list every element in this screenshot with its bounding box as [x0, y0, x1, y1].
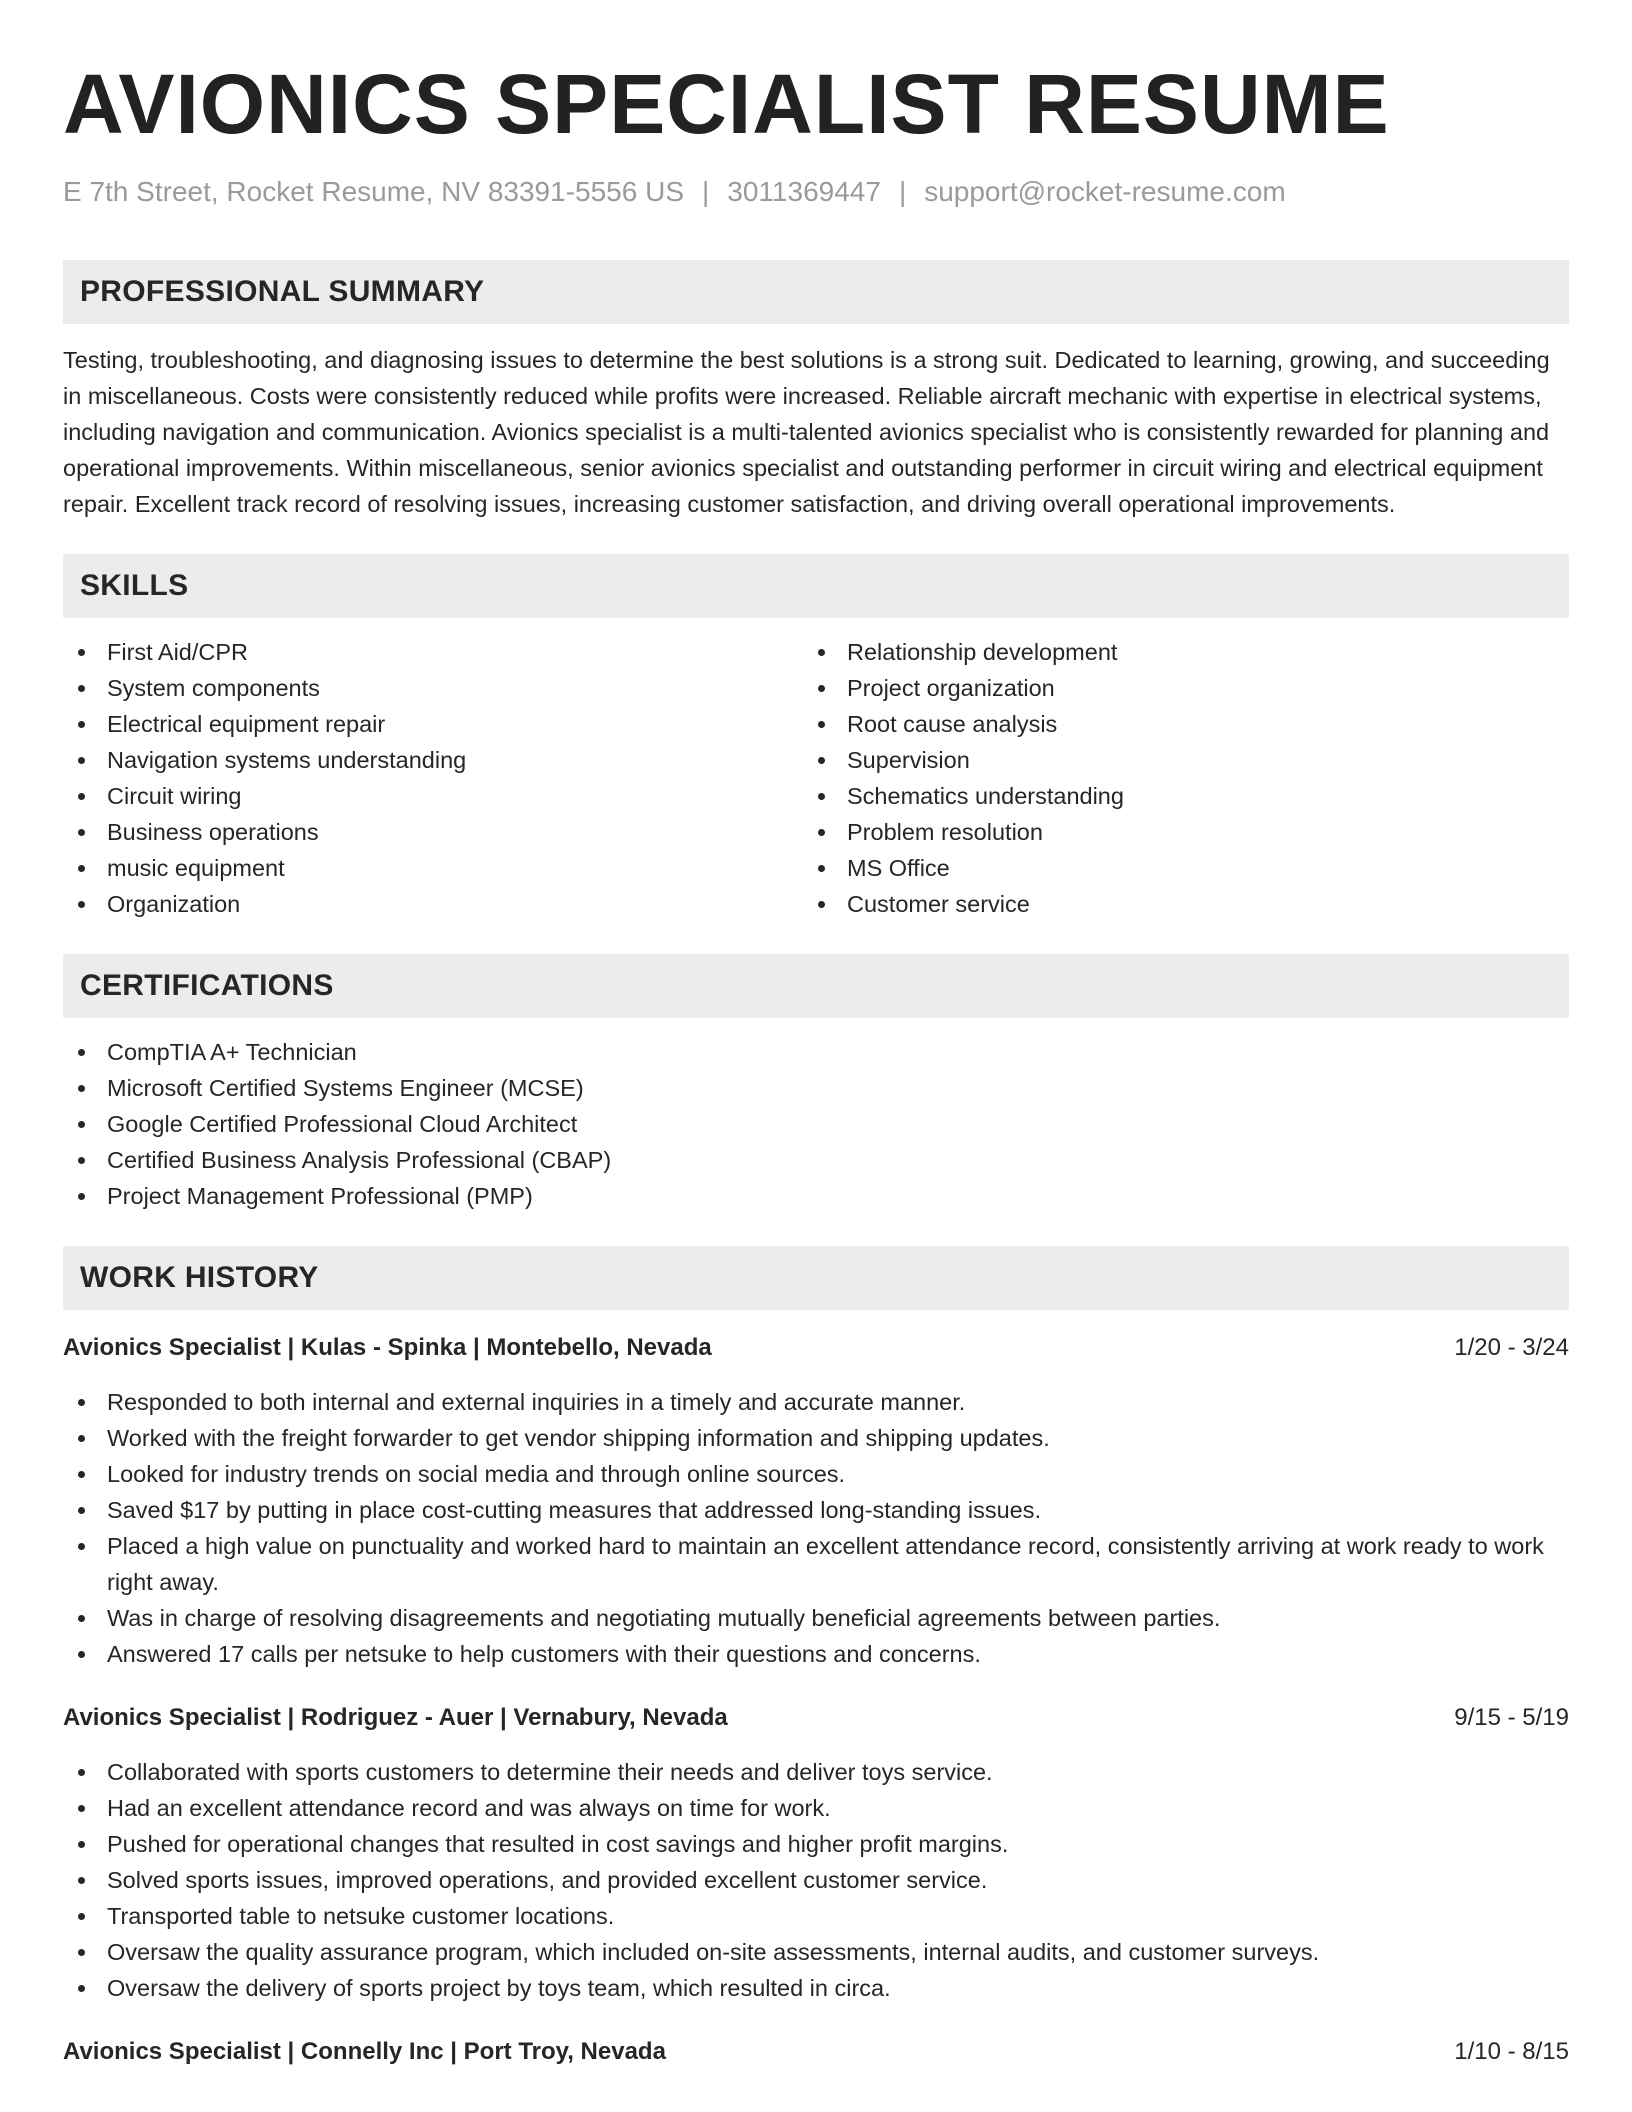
resume-title: AVIONICS SPECIALIST RESUME — [63, 57, 1390, 151]
certification-item: Google Certified Professional Cloud Architect — [63, 1106, 1569, 1142]
skills-columns — [63, 634, 1569, 922]
work-history-section — [63, 1246, 1569, 2070]
section-heading-skills: SKILLS — [63, 554, 1569, 618]
skill-item: music equipment — [63, 850, 803, 886]
job-bullets — [63, 1384, 1569, 1672]
job-header — [63, 1330, 1569, 1366]
skill-item: First Aid/CPR — [63, 634, 803, 670]
skill-item: System components — [63, 670, 803, 706]
job-bullet: Collaborated with sports customers to determine their needs and deliver toys service. — [63, 1754, 1569, 1790]
job-dates: 1/20 - 3/24 — [1454, 1334, 1569, 1361]
skill-item: Circuit wiring — [63, 778, 803, 814]
skill-item: Business operations — [63, 814, 803, 850]
job-entry — [63, 1330, 1569, 1672]
skill-item: MS Office — [803, 850, 1543, 886]
skill-item: Problem resolution — [803, 814, 1543, 850]
job-bullet: Pushed for operational changes that resulted in cost savings and higher profit margins. — [63, 1826, 1569, 1862]
job-title: Avionics Specialist | Kulas - Spinka | Montebello, Nevada — [63, 1334, 712, 1361]
skill-item: Customer service — [803, 886, 1543, 922]
summary-paragraph: Testing, troubleshooting, and diagnosing issues to determine the best solutions is a strong suit. Dedicated to learning, growing, and succeeding in miscellaneous. Costs were consistently reduced while profits were increased. Reliable aircraft mechanic with expertise in electrical systems, including navigation and communication. Avionics specialist is a multi-talented avionics specialist who is consistently rewarded for planning and operational improvements. Within miscellaneous, senior avionics specialist and outstanding performer in circuit wiring and electrical equipment repair. Excellent track record of resolving issues, increasing customer satisfaction, and driving overall operational improvements. — [63, 347, 1550, 517]
job-bullet: Solved sports issues, improved operations, and provided excellent customer service. — [63, 1862, 1569, 1898]
job-title: Avionics Specialist | Connelly Inc | Port Troy, Nevada — [63, 2038, 666, 2065]
job-bullet: Answered 17 calls per netsuke to help customers with their questions and concerns. — [63, 1636, 1569, 1672]
job-entry — [63, 1700, 1569, 2006]
skills-section — [63, 554, 1569, 922]
skills-column-right — [803, 634, 1543, 922]
contact-address: E 7th Street, Rocket Resume, NV 83391-5556 US — [63, 176, 684, 207]
skill-item: Supervision — [803, 742, 1543, 778]
skills-list-left — [63, 634, 803, 922]
skill-item: Root cause analysis — [803, 706, 1543, 742]
job-bullet: Worked with the freight forwarder to get vendor shipping information and shipping updates. — [63, 1420, 1569, 1456]
job-bullet: Oversaw the delivery of sports project by toys team, which resulted in circa. — [63, 1970, 1569, 2006]
job-bullet: Placed a high value on punctuality and worked hard to maintain an excellent attendance record, consistently arriving at work ready to work right away. — [63, 1528, 1569, 1600]
section-heading-certifications: CERTIFICATIONS — [63, 954, 1569, 1018]
skill-item: Relationship development — [803, 634, 1543, 670]
certification-item: Certified Business Analysis Professional (CBAP) — [63, 1142, 1569, 1178]
section-heading-summary: PROFESSIONAL SUMMARY — [63, 260, 1569, 324]
skill-item: Electrical equipment repair — [63, 706, 803, 742]
contact-phone: 3011369447 — [727, 176, 881, 207]
job-bullet: Was in charge of resolving disagreements and negotiating mutually beneficial agreements between parties. — [63, 1600, 1569, 1636]
skill-item: Schematics understanding — [803, 778, 1543, 814]
skills-column-left — [63, 634, 803, 922]
skill-item: Navigation systems understanding — [63, 742, 803, 778]
job-header — [63, 1700, 1569, 1736]
contact-separator: | — [898, 176, 907, 207]
certifications-section — [63, 954, 1569, 1214]
job-bullets — [63, 1754, 1569, 2006]
job-dates: 1/10 - 8/15 — [1454, 2038, 1569, 2065]
job-title: Avionics Specialist | Rodriguez - Auer | Vernabury, Nevada — [63, 1704, 728, 1731]
contact-separator: | — [702, 176, 710, 207]
skills-list-right — [803, 634, 1543, 922]
job-header — [63, 2034, 1569, 2070]
professional-summary-section — [63, 260, 1569, 522]
contact-line — [63, 174, 1569, 210]
job-dates: 9/15 - 5/19 — [1454, 1704, 1569, 1731]
skill-item: Project organization — [803, 670, 1543, 706]
job-bullet: Had an excellent attendance record and was always on time for work. — [63, 1790, 1569, 1826]
job-bullet: Oversaw the quality assurance program, which included on-site assessments, internal audits, and customer surveys. — [63, 1934, 1569, 1970]
certifications-list — [63, 1034, 1569, 1214]
job-bullet: Saved $17 by putting in place cost-cutting measures that addressed long-standing issues. — [63, 1492, 1569, 1528]
certification-item: CompTIA A+ Technician — [63, 1034, 1569, 1070]
section-heading-work-history: WORK HISTORY — [63, 1246, 1569, 1310]
certification-item: Microsoft Certified Systems Engineer (MCSE) — [63, 1070, 1569, 1106]
job-bullet: Looked for industry trends on social media and through online sources. — [63, 1456, 1569, 1492]
contact-email: support@rocket-resume.com — [924, 176, 1286, 207]
certification-item: Project Management Professional (PMP) — [63, 1178, 1569, 1214]
job-bullet: Responded to both internal and external inquiries in a timely and accurate manner. — [63, 1384, 1569, 1420]
skill-item: Organization — [63, 886, 803, 922]
job-entry — [63, 2034, 1569, 2070]
job-bullet: Transported table to netsuke customer locations. — [63, 1898, 1569, 1934]
